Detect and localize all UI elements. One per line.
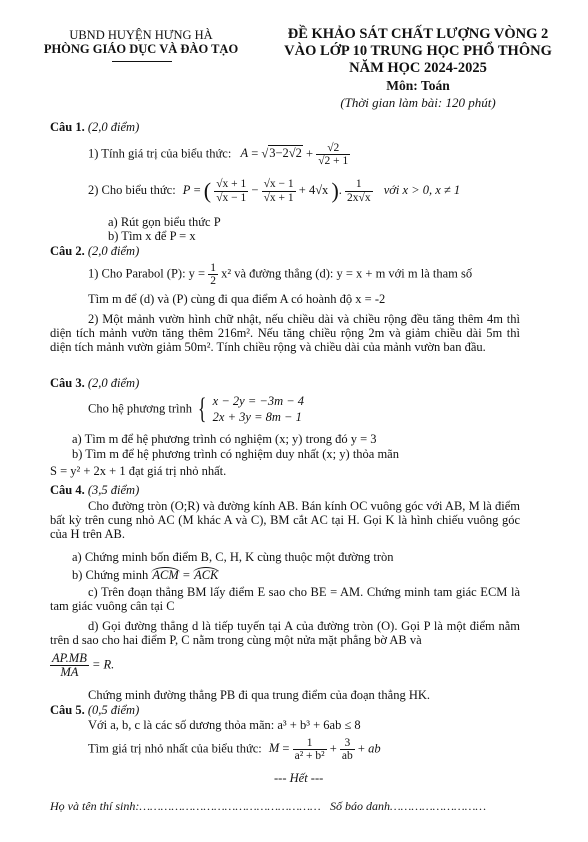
q1-part2-text: 2) Cho biểu thức: — [88, 182, 176, 197]
q4-points: (3,5 điểm) — [87, 483, 140, 497]
q3-b-line1: b) Tìm m để hệ phương trình có nghiệm duy nhất (x; y) thỏa mãn — [72, 447, 399, 461]
q4-d-denominator: MA — [60, 665, 79, 680]
exam-subject: Môn: Toán — [386, 78, 450, 93]
end-marker: --- Hết --- — [274, 771, 324, 785]
department-name: PHÒNG GIÁO DỤC VÀ ĐÀO TẠO — [43, 42, 239, 56]
q1-condition: với x > 0, x ≠ 1 — [383, 182, 461, 197]
q3-a: a) Tìm m để hệ phương trình có nghiệm (x; y) trong đó y = 3 — [72, 432, 377, 446]
q4-b-angle-acm: ACM — [152, 568, 179, 582]
header-divider — [112, 61, 172, 62]
q1-heading — [50, 120, 139, 135]
q1-b: b) Tìm x để P = x — [108, 229, 196, 243]
q4-heading — [50, 483, 139, 498]
q4-d-formula — [50, 652, 114, 679]
q4-b-angle-ack: ACK — [194, 568, 219, 582]
q5-ask: Tìm giá trị nhỏ nhất của biểu thức: M = $\frac{1}{\text{a² + b²}}$ + $\frac{3}{ab}$ + ab — [88, 737, 381, 763]
q2-part1-a: 1) Cho Parabol (P): y = — [88, 266, 206, 281]
q2-part2: 2) Một mảnh vườn hình chữ nhật, nếu chiều dài và chiều rộng đều tăng thêm 4m thì diện tích mảnh vườn tăng thêm 216m². Nếu tăng chiều rộng 2m và giảm chiều dài 5m thì diện tích mảnh vườn giảm 50m². Tính chiều rộng và chiều dài của mảnh vườn ban đầu. — [50, 312, 520, 354]
q2-part1: 1) Cho Parabol (P): y = $\frac{1}{2}$ x² và đường thẳng (d): y = x + m với m là tham số — [88, 262, 473, 288]
q2-part1-c: Tìm m để (d) và (P) cùng đi qua điểm A có hoành độ x = -2 — [88, 292, 386, 306]
q3-heading — [50, 376, 139, 391]
q1-label: Câu 1. — [50, 120, 85, 134]
q4-label: Câu 4. — [50, 483, 85, 497]
q4-d-equals: = R. — [91, 657, 115, 672]
footer-student-id: Số báo danh……………………… — [330, 799, 487, 813]
q5-heading — [50, 703, 139, 718]
q1-points: (2,0 điểm) — [87, 120, 140, 134]
q4-d-numerator: AP.MB — [52, 651, 87, 665]
q3-points: (2,0 điểm) — [87, 376, 140, 390]
q3-eq2: 2x + 3y = 8m − 1 — [212, 410, 302, 424]
exam-title-line2: VÀO LỚP 10 TRUNG HỌC PHỔ THÔNG — [284, 43, 552, 59]
exam-title-line1: ĐỀ KHẢO SÁT CHẤT LƯỢNG VÒNG 2 — [287, 26, 549, 42]
q4-b: b) Chứng minh ACM = ACK — [72, 568, 219, 582]
q4-a: a) Chứng minh bốn điểm B, C, H, K cùng thuộc một đường tròn — [72, 550, 394, 564]
district-name: UBND HUYỆN HƯNG HÀ — [69, 28, 213, 42]
q4-d: d) Gọi đường thẳng d là tiếp tuyến tại A của đường tròn (O). Gọi P là một điểm nằm trên d sao cho hai điểm P, C nằm trong cùng một nửa mặt phẳng bờ AB và — [50, 619, 520, 647]
q4-c: c) Trên đoạn thẳng BM lấy điểm E sao cho BE = AM. Chứng minh tam giác ECM là tam giác vuông cân tại C — [50, 585, 520, 613]
q4-d-conclusion: Chứng minh đường thẳng PB đi qua trung điểm của đoạn thẳng HK. — [88, 688, 430, 702]
q1-part1: 1) Tính giá trị của biểu thức: A = √3−2√2 + $\frac{√2}{√2 + 1}$ — [88, 142, 349, 168]
q3-intro: Cho hệ phương trình — [88, 401, 193, 416]
q2-part1-b: x² và đường thẳng (d): y = x + m với m là tham số — [221, 266, 473, 281]
q5-ask-text: Tìm giá trị nhỏ nhất của biểu thức: — [88, 741, 262, 756]
q1-part1-text: 1) Tính giá trị của biểu thức: — [88, 146, 232, 161]
q3-label: Câu 3. — [50, 376, 85, 390]
exam-title-line3: NĂM HỌC 2024-2025 — [349, 60, 487, 76]
q5-points: (0,5 điểm) — [87, 703, 140, 717]
q3-eq1: x − 2y = −3m − 4 — [212, 394, 305, 408]
q2-heading — [50, 244, 139, 259]
footer-student-name: Họ và tên thí sinh:…………………………………………… — [50, 799, 321, 813]
q4-intro: Cho đường tròn (O;R) và đường kính AB. Bán kính OC vuông góc với AB, M là điểm bất kỳ trên cung nhỏ AC (M khác A và C), BM cắt AC tại H. Gọi K là hình chiếu vuông góc của H trên AB. — [50, 499, 520, 541]
q5-label: Câu 5. — [50, 703, 85, 717]
q2-label: Câu 2. — [50, 244, 85, 258]
q3-b-line2: S = y² + 2x + 1 đạt giá trị nhỏ nhất. — [50, 464, 227, 478]
q3-system: Cho hệ phương trình { x − 2y = −3m − 4 2x + 3y = 8m − 1 — [88, 392, 305, 425]
q1-a: a) Rút gọn biểu thức P — [108, 215, 221, 229]
q2-points: (2,0 điểm) — [87, 244, 140, 258]
q1-part2: 2) Cho biểu thức: P = ( $\frac{√x + 1}{√x - 1}$ − $\frac{√x - 1}{√x + 1}$ + 4√x ). $\frac{1}{2x√x}$ với x > 0, x ≠ 1 — [88, 178, 461, 204]
exam-time: (Thời gian làm bài: 120 phút) — [340, 95, 496, 110]
q4-b-prefix: b) Chứng minh — [72, 568, 149, 582]
q5-condition: Với a, b, c là các số dương thỏa mãn: a³ + b³ + 6ab ≤ 8 — [88, 718, 361, 732]
